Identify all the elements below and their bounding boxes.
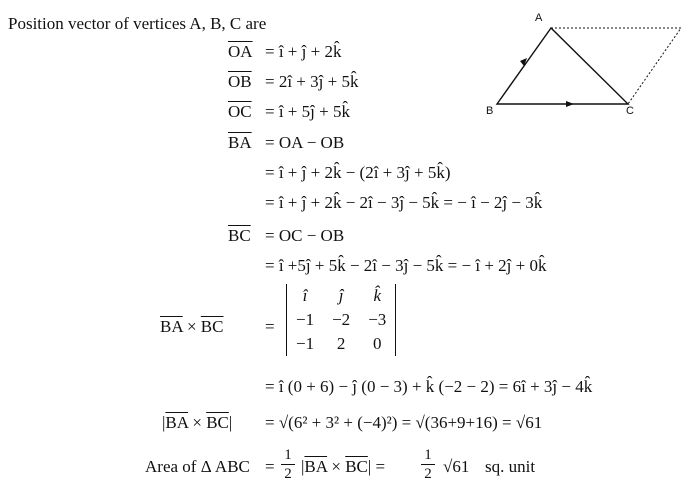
label-ob: $\overline{OB}$ xyxy=(228,72,252,91)
det-r1c3: k̂ xyxy=(373,286,381,305)
line-oa: = î + ĵ + 2k̂ xyxy=(265,42,342,61)
line-bc-def: = OC − OB xyxy=(265,226,345,245)
dotted-completion xyxy=(551,28,681,104)
det-r3c3: 0 xyxy=(372,334,382,353)
frac2-den: 2 xyxy=(424,466,432,482)
label-bc: $\overline{BC}$ xyxy=(228,226,251,245)
intro-text: Position vector of vertices A, B, C are xyxy=(8,14,267,33)
det-r3c1: −1 xyxy=(296,334,315,353)
area-bc: $\overline{BC}$ xyxy=(345,457,368,476)
arrow-bc xyxy=(566,101,574,107)
line-magnitude: = √(6² + 3² + (−4)²) = √(36+9+16) = √61 xyxy=(265,413,543,432)
area-ba: $\overline{BA}$ xyxy=(304,457,328,476)
frac1-den: 2 xyxy=(284,466,292,482)
mag-ba: $\overline{BA}$ xyxy=(165,413,189,432)
label-oc: $\overline{OC}$ xyxy=(228,102,252,121)
area-label: Area of Δ ABC xyxy=(145,457,250,476)
line-ob: = 2î + 3ĵ + 5k̂ xyxy=(265,72,359,91)
cross-bc: $\overline{BC}$ xyxy=(200,317,224,336)
magnitude-label: $|\overline{BA} \times \overline{BC}|$ xyxy=(162,413,233,432)
det-r2c3: −3 xyxy=(368,310,387,329)
det-r1c1: î xyxy=(302,286,308,305)
vertex-b-label: B xyxy=(486,105,494,117)
area-root: √61 xyxy=(443,457,470,476)
line-bc-1: = î +5ĵ + 5k̂ − 2î − 3ĵ − 5k̂ = − î + 2ĵ + 0k̂ xyxy=(265,256,547,275)
vertex-a-label: A xyxy=(535,12,543,24)
line-oc: = î + 5ĵ + 5k̂ xyxy=(265,102,350,121)
line-ba-1: = î + ĵ + 2k̂ − (2î + 3ĵ + 5k̂) xyxy=(265,163,451,182)
det-r2c2: −2 xyxy=(332,310,351,329)
cross-ba: $\overline{BA}$ xyxy=(160,317,183,336)
determinant xyxy=(286,284,396,356)
equals-sign-area: = xyxy=(265,457,275,476)
det-r2c1: −1 xyxy=(296,310,315,329)
cross-product-label: $\overline{BA} \times \overline{BC}$ xyxy=(160,317,224,336)
line-ba-def: = OA − OB xyxy=(265,133,345,152)
vertex-c-label: C xyxy=(626,105,634,117)
triangle-abc xyxy=(497,28,628,104)
frac1-num: 1 xyxy=(284,447,292,463)
fraction-half-1 xyxy=(281,447,295,482)
fraction-half-2 xyxy=(421,447,435,482)
label-ba: $\overline{BA}$ xyxy=(228,133,252,152)
line-cross-expand: = î (0 + 6) − ĵ (0 − 3) + k̂ (−2 − 2) = 6î + 3ĵ − 4k̂ xyxy=(265,377,593,396)
area-unit: sq. unit xyxy=(485,457,536,476)
area-cross-abs: $|\overline{BA} \times \overline{BC}|$ = xyxy=(301,457,386,476)
label-oa: $\overline{OA}$ xyxy=(228,42,253,61)
frac2-num: 1 xyxy=(424,447,432,463)
arrow-ba xyxy=(520,58,527,66)
det-r3c2: 2 xyxy=(336,334,346,353)
line-ba-2: = î + ĵ + 2k̂ − 2î − 3ĵ − 5k̂ = − î − 2ĵ − 3k̂ xyxy=(265,193,543,212)
equals-sign-det: = xyxy=(265,317,275,336)
mag-bc: $\overline{BC}$ xyxy=(206,413,229,432)
det-r1c2: ĵ xyxy=(338,286,344,305)
